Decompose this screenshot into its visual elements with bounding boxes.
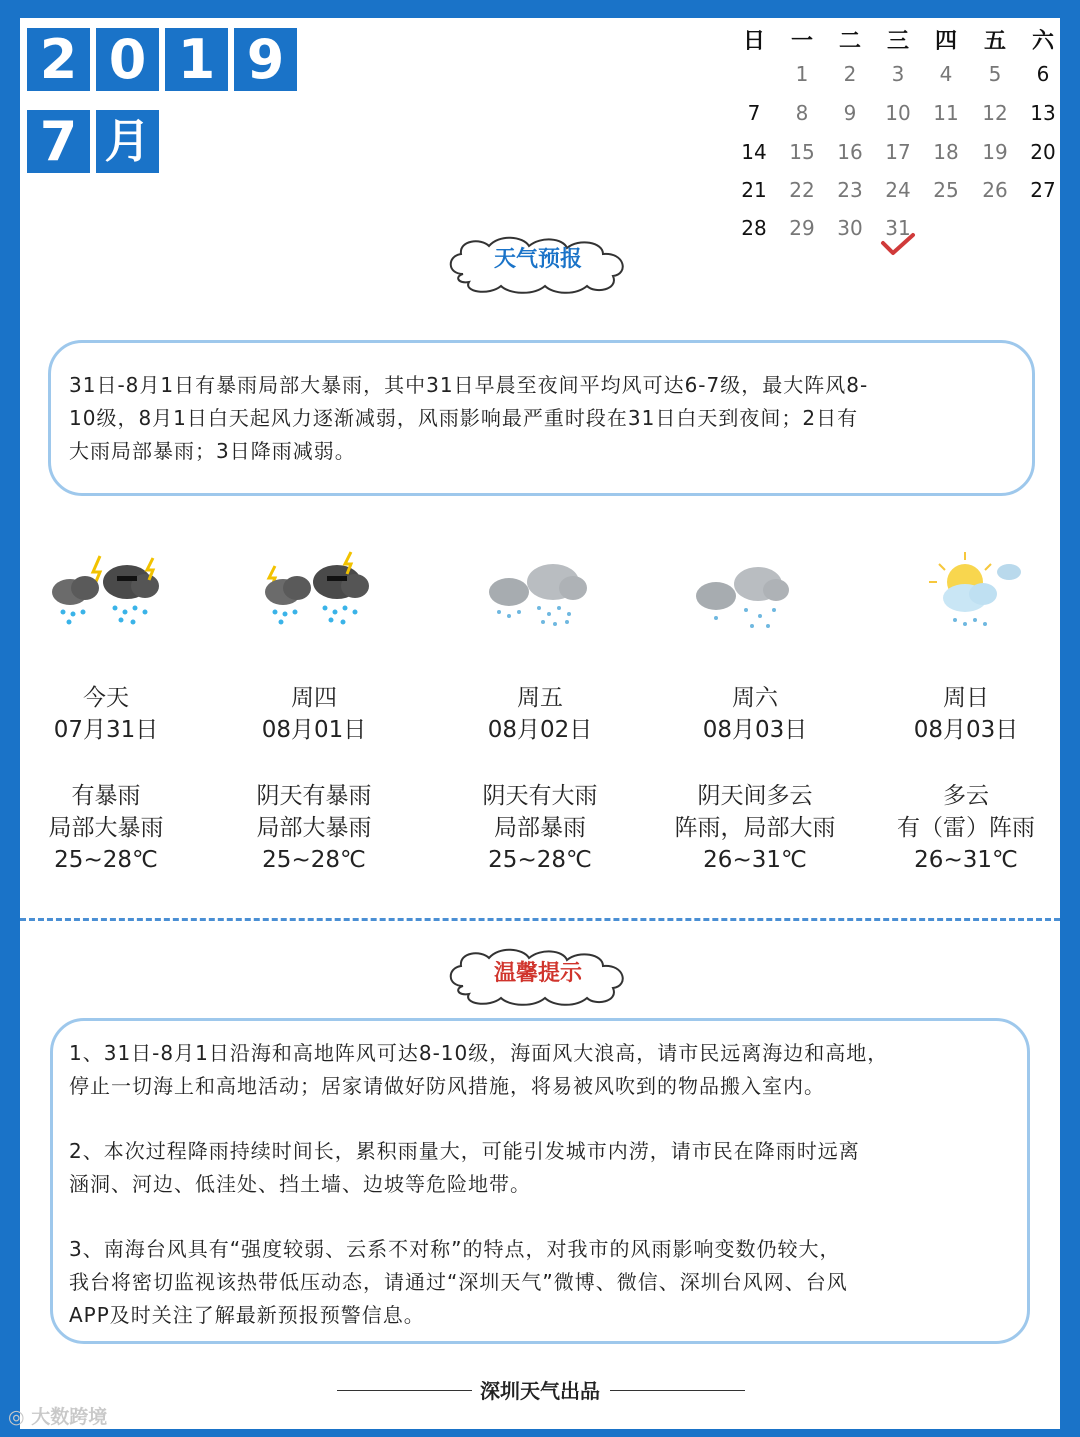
sun-rain-icon [925,550,1025,634]
calendar-day: 3 [891,62,905,86]
calendar-day: 31 [885,216,911,240]
day-desc-2: 局部暴雨 [494,815,586,841]
calendar-day: 16 [837,140,863,164]
calendar-weekday: 日 [742,29,765,54]
summary-line: 10级，8月1日白天起风力逐渐减弱，风雨影响最严重时段在31日白天到夜间；2日有 [69,406,859,430]
calendar-day: 6 [1036,62,1050,86]
calendar-weekday: 三 [886,29,909,54]
day-name: 周日 [943,685,989,711]
calendar-day: 17 [885,140,911,164]
calendar-day: 19 [982,140,1008,164]
tip-line: 3、南海台风具有“强度较弱、云系不对称”的特点，对我市的风雨影响变数仍较大， [69,1237,841,1261]
calendar-day: 24 [885,178,911,202]
section-divider [20,918,1060,921]
forecast-day [665,682,845,876]
tip-line: APP及时关注了解最新预报预警信息。 [69,1303,425,1327]
forecast-day [16,682,196,876]
month-char: 月 [96,110,159,173]
calendar-day: 25 [933,178,959,202]
tip-line: 我台将密切监视该热带低压动态，请通过“深圳天气”微博、微信、深圳台风网、台风 [69,1270,848,1294]
day-desc: 阴天有大雨 [482,783,598,809]
day-name: 周四 [291,685,337,711]
thunderstorm-icon [255,548,375,638]
forecast-day [876,682,1056,876]
month-digit: 7 [27,110,90,173]
watermark [8,1402,107,1429]
forecast-title: 天气预报 [493,247,582,272]
tip-line: 涵洞、河边、低洼处、挡土墙、边坡等危险地带。 [69,1172,531,1196]
calendar-day: 23 [837,178,863,202]
day-desc: 阴天间多云 [697,783,813,809]
watermark-logo-icon: ◎ [8,1406,25,1428]
thunderstorm-icon [45,548,165,638]
tips-title: 温馨提示 [493,961,582,986]
day-temp: 26~31℃ [914,847,1018,873]
day-name: 周五 [517,685,563,711]
year-digit: 2 [27,28,90,91]
calendar-day: 28 [741,216,767,240]
summary-line: 大雨局部暴雨；3日降雨减弱。 [69,439,356,463]
year-digit: 1 [165,28,228,91]
day-temp: 25~28℃ [262,847,366,873]
calendar-day: 22 [789,178,815,202]
day-temp: 26~31℃ [703,847,807,873]
calendar-weekday: 六 [1031,29,1054,54]
calendar-day: 27 [1030,178,1056,202]
day-desc-2: 阵雨，局部大雨 [674,815,836,841]
calendar-day: 5 [988,62,1002,86]
day-date: 08月01日 [261,717,367,743]
calendar-day: 15 [789,140,815,164]
calendar-day: 7 [747,101,761,125]
day-desc: 阴天有暴雨 [256,783,372,809]
calendar-weekday: 四 [934,29,957,54]
day-name: 今天 [83,685,129,711]
calendar-day: 1 [795,62,809,86]
year-digit: 9 [234,28,297,91]
forecast-summary-box [48,340,1035,496]
calendar-day: 14 [741,140,767,164]
year-digit: 0 [96,28,159,91]
day-date: 08月02日 [487,717,593,743]
day-temp: 25~28℃ [54,847,158,873]
day-desc-2: 有（雷）阵雨 [897,815,1035,841]
calendar-day: 18 [933,140,959,164]
tips-box [50,1018,1030,1344]
day-desc: 有暴雨 [71,783,141,809]
calendar-day: 8 [795,101,809,125]
day-desc-2: 局部大暴雨 [256,815,372,841]
heavy-rain-icon [483,552,593,632]
day-date: 08月03日 [913,717,1019,743]
rain-cloud-icon [690,556,795,632]
watermark-text: 大数跨境 [31,1406,108,1428]
calendar-weekday: 五 [983,29,1006,54]
calendar-day: 26 [982,178,1008,202]
calendar-day: 10 [885,101,911,125]
calendar-day: 11 [933,101,959,125]
day-desc: 多云 [943,783,989,809]
calendar-weekday: 二 [838,29,861,54]
day-temp: 25~28℃ [488,847,592,873]
tip-line: 2、本次过程降雨持续时间长，累积雨量大，可能引发城市内涝，请市民在降雨时远离 [69,1139,860,1163]
day-date: 07月31日 [53,717,159,743]
day-desc-2: 局部大暴雨 [48,815,164,841]
calendar-day: 12 [982,101,1008,125]
tip-line: 停止一切海上和高地活动；居家请做好防风措施，将易被风吹到的物品搬入室内。 [69,1074,825,1098]
calendar-day: 13 [1030,101,1056,125]
tip-line: 1、31日-8月1日沿海和高地阵风可达8-10级，海面风大浪高，请市民远离海边和高地， [69,1041,889,1065]
calendar-day: 9 [843,101,857,125]
checkmark-icon [880,232,916,258]
forecast-day [450,682,630,876]
calendar-day: 2 [843,62,857,86]
summary-line: 31日-8月1日有暴雨局部大暴雨，其中31日早晨至夜间平均风可达6-7级，最大阵风8- [69,373,869,397]
footer-credit: 深圳天气出品 [480,1379,600,1403]
calendar-day: 21 [741,178,767,202]
day-date: 08月03日 [702,717,808,743]
calendar-weekday: 一 [790,29,813,54]
day-name: 周六 [732,685,778,711]
calendar-day: 4 [939,62,953,86]
calendar-day: 29 [789,216,815,240]
forecast-day [224,682,404,876]
calendar-day: 20 [1030,140,1056,164]
calendar-day: 30 [837,216,863,240]
